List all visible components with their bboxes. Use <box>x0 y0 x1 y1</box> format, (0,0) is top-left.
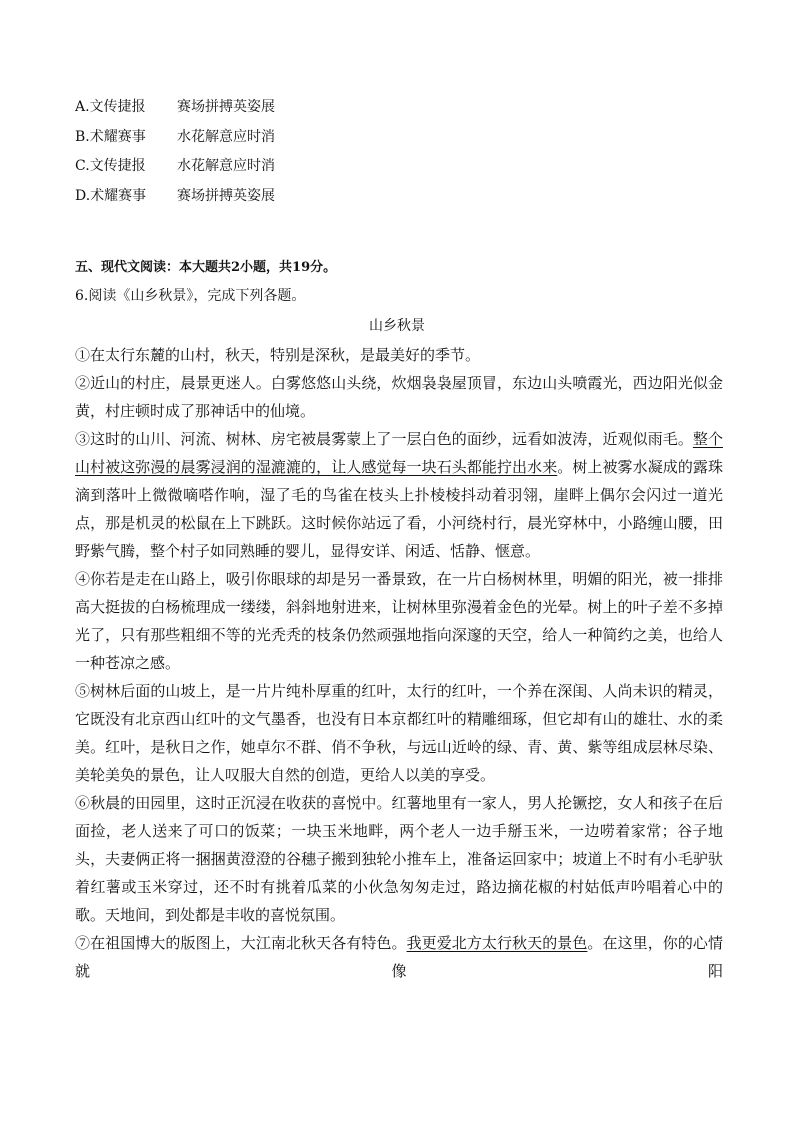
paragraph-6: ⑥秋晨的田园里，这时正沉浸在收获的喜悦中。红薯地里有一家人，男人抡镢挖，女人和孩子在后面捡，老人送来了可口的饭菜；一块玉米地畔，两个老人一边手掰玉米，一边唠着家常；谷子地头，夫妻俩正将一捆捆黄澄澄的谷穗子搬到独轮小推车上，准备运回家中；坡道上不时有小毛驴驮着红薯或玉米穿过，还不时有挑着瓜菜的小伙急匆匆走过，路边摘花椒的村姑低声吟唱着心中的歌。天地间，到处都是丰收的喜悦氛围。 <box>75 794 723 924</box>
underlined-sentence-2: 我更爱北方太行秋天的景色 <box>406 934 588 952</box>
option-b-first: B.术耀赛事 <box>75 129 146 145</box>
underlined-sentence-1: 整个山村被这弥漫的晨雾浸润的湿漉漉的，让人感觉每一块石头都能拧出水来 <box>75 430 723 476</box>
paragraph-3 <box>75 425 723 565</box>
paragraph-4: ④你若是走在山路上，吸引你眼球的却是另一番景致，在一片白杨树林里，明媚的阳光，被一排排高大挺拔的白杨梳理成一缕缕，斜斜地射进来，让树林里弥漫着金色的光晕。树上的叶子差不多掉光了，只有那些粗细不等的光秃秃的枝条仍然顽强地指向深邃的天空，给人一种简约之美，也给人一种苍凉之感。 <box>75 570 723 672</box>
passage-title: 山乡秋景 <box>369 318 425 334</box>
paragraph-7-end: 。在这里，你的心情就像阳 <box>75 934 723 980</box>
option-c-second: 水花解意应时消 <box>177 158 275 174</box>
option-a-second: 赛场拼搏英姿展 <box>177 99 275 115</box>
paragraph-1: ①在太行东麓的山村，秋天，特别是深秋，是最美好的季节。 <box>75 346 481 364</box>
option-d-second: 赛场拼搏英姿展 <box>177 188 275 204</box>
passage-body <box>75 341 723 985</box>
option-b-second: 水花解意应时消 <box>177 129 275 145</box>
section-heading: 五、现代文阅读：本大题共2小题，共19分。 <box>75 260 337 275</box>
paragraph-2: ②近山的村庄，晨景更迷人。白雾悠悠山头绕，炊烟袅袅屋顶冒，东边山头喷霞光，西边阳光似金黄，村庄顿时成了那神话中的仙境。 <box>75 374 723 420</box>
paragraph-3-start: ③这时的山川、河流、树林、房宅被晨雾蒙上了一层白色的面纱，远看如波涛，近观似雨毛。 <box>75 430 693 448</box>
paragraph-5: ⑤树林后面的山坡上，是一片片纯朴厚重的红叶，太行的红叶，一个养在深闺、人尚未识的精灵，它既没有北京西山红叶的文气墨香，也没有日本京都红叶的精雕细琢，但它却有山的雄壮、水的柔美。红叶，是秋日之作，她卓尔不群、俏不争秋，与远山近岭的绿、青、黄、紫等组成层林尽染、美轮美奂的景色，让人叹服大自然的创造，更给人以美的享受。 <box>75 682 723 784</box>
option-d-first: D.术耀赛事 <box>75 188 147 204</box>
option-c <box>75 156 275 176</box>
option-d <box>75 186 275 206</box>
paragraph-7-start: ⑦在祖国博大的版图上，大江南北秋天各有特色。 <box>75 934 407 952</box>
paragraph-7 <box>75 929 723 985</box>
option-c-first: C.文传捷报 <box>75 158 146 174</box>
option-a <box>75 97 275 117</box>
question-prompt: 6.阅读《山乡秋景》，完成下列各题。 <box>75 288 306 304</box>
option-b <box>75 127 275 147</box>
option-a-first: A.文传捷报 <box>75 99 146 115</box>
paragraph-3-end: 。树上被雾水凝成的露珠滴到落叶上微微嘀嗒作响，湿了毛的鸟雀在枝头上扑棱棱抖动着羽翎，崖畔上偶尔会闪过一道光点，那是机灵的松鼠在上下跳跃。这时候你站远了看，小河绕村行，晨光穿林中，小路缠山腰，田野紫气腾，整个村子如同熟睡的婴儿，显得安详、闲适、恬静、惬意。 <box>75 458 723 560</box>
